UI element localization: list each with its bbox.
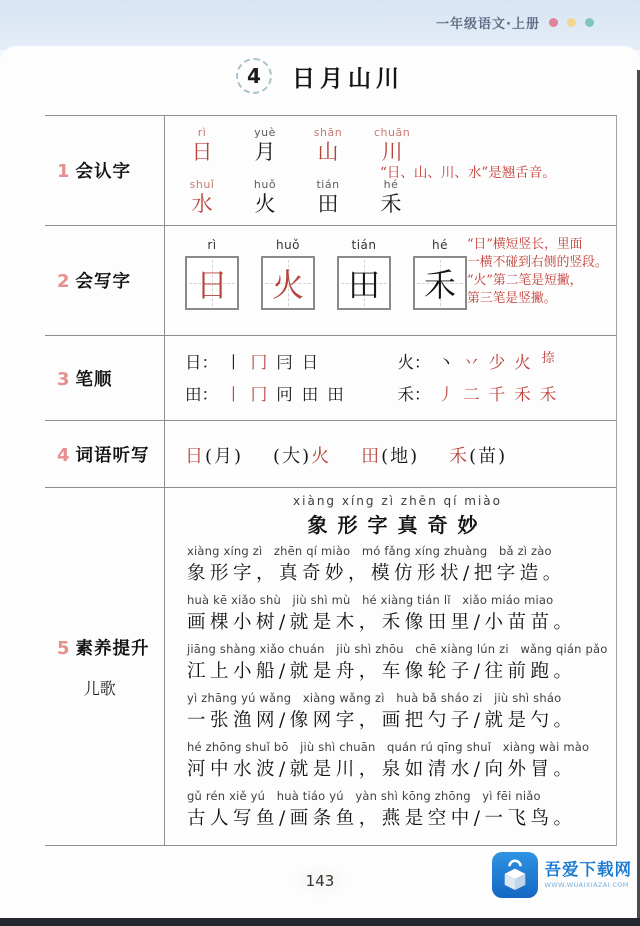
pinyin: shān — [313, 126, 343, 139]
section-write-content — [165, 226, 616, 335]
printed-char: 禾 — [449, 446, 470, 467]
hanzi: 水 — [191, 192, 213, 217]
section-number: 1 — [57, 161, 70, 182]
poem-line — [187, 642, 610, 683]
edition-label: 一年级语文·上册 — [436, 17, 540, 32]
teacher-note-line: 第三笔是竖撇。 — [467, 290, 557, 306]
char-row — [185, 178, 610, 217]
stroke-sequence — [433, 353, 540, 372]
hanzi: 禾 — [380, 192, 402, 217]
poem-line — [187, 544, 610, 585]
colon: ： — [201, 352, 218, 372]
stroke-glyph: 禾 — [514, 385, 531, 405]
section-title: 会写字 — [75, 272, 132, 292]
stroke-glyph: 田 — [327, 385, 344, 405]
download-box-icon — [492, 852, 538, 898]
stroke-glyph: 冂 — [250, 385, 268, 405]
stroke-note: 捺 — [541, 350, 555, 366]
colon: ： — [414, 385, 431, 405]
section-title: 会认字 — [75, 162, 132, 182]
dictation-item — [185, 442, 243, 468]
pinyin: yuè — [254, 126, 276, 139]
handwritten-answer: (苗) — [469, 446, 508, 467]
poem-line-hanzi: 古人写鱼/画条鱼，燕是空中/一飞鸟。 — [187, 808, 577, 829]
section-write — [45, 226, 616, 336]
section-recognize-content — [165, 116, 616, 225]
stroke-sequence — [433, 385, 566, 404]
hanzi: 日 — [195, 266, 228, 304]
handwritten-answer: (地) — [381, 446, 420, 467]
stroke-glyph: 冂 — [250, 352, 268, 372]
pinyin: rì — [207, 238, 217, 252]
section-literacy-label — [45, 488, 165, 845]
printed-char: 日 — [185, 446, 205, 467]
pinyin: hé — [432, 238, 448, 252]
stroke-column-left — [185, 340, 398, 414]
pinyin: chuān — [374, 126, 411, 139]
label-line — [57, 366, 164, 391]
section-sublabel: 儿歌 — [83, 678, 116, 698]
handwritten-answer: (月) — [205, 446, 244, 467]
bottom-edge — [0, 918, 640, 926]
section-strokes-label — [45, 336, 165, 420]
stroke-glyph: 日 — [301, 352, 319, 372]
colon: ： — [201, 385, 218, 405]
section-dictation-label — [45, 421, 165, 487]
box-icon-graphic — [496, 856, 534, 894]
char-with-pinyin — [374, 126, 410, 165]
stroke-order-line — [398, 381, 611, 405]
poem-line-hanzi: 一张渔网/像网字，画把勺子/就是勺。 — [187, 710, 577, 731]
dictation-item — [361, 442, 419, 468]
section-recognize — [45, 116, 616, 226]
poem-line-pinyin: xiàng xíng zì zhēn qí miào mó fǎng xíng zhuàng bǎ zì zào — [187, 544, 552, 558]
stroke-target-char: 田 — [185, 385, 202, 405]
char-with-pinyin — [248, 126, 282, 165]
writing-grid-row — [185, 234, 467, 329]
lesson-title-text: 日月山川 — [292, 65, 404, 92]
stroke-glyph: 火 — [514, 352, 531, 372]
decorative-dot-yellow — [567, 18, 576, 27]
section-title: 笔顺 — [75, 369, 113, 390]
teacher-note-recognize: “日、山、川、水”是翘舌音。 — [380, 165, 556, 181]
dictation-line — [185, 442, 507, 468]
stroke-sequence — [220, 353, 327, 372]
logo-site-name: 吾爱下载网 — [544, 859, 632, 879]
section-title: 词语听写 — [75, 445, 150, 466]
label-line — [57, 158, 164, 183]
section-dictation — [45, 421, 616, 488]
pinyin: tián — [351, 238, 377, 252]
hanzi: 田 — [317, 192, 339, 217]
poem-lines — [185, 544, 610, 830]
poem-line — [187, 593, 610, 634]
hanzi: 月 — [254, 140, 276, 164]
poem-line — [187, 691, 610, 732]
lesson-title — [0, 58, 640, 94]
tianzige-box — [261, 256, 315, 310]
teacher-note-line: “火”第二笔是短撇， — [467, 272, 583, 288]
logo-site-url: WWW.WUAIXIAZAI.COM — [544, 880, 629, 889]
char-with-pinyin — [311, 178, 345, 217]
hanzi: 田 — [347, 266, 380, 304]
poem-line-pinyin: huà kē xiǎo shù jiù shì mù hé xiàng tián lǐ xiǎo miáo miao — [187, 593, 554, 607]
section-literacy-content — [165, 488, 616, 845]
teacher-note-write — [467, 234, 610, 329]
label-line — [57, 268, 164, 293]
section-number: 2 — [57, 271, 70, 292]
tianzige-box — [337, 256, 391, 310]
stroke-glyph: 丷 — [463, 352, 480, 372]
hanzi: 日 — [191, 140, 213, 164]
stroke-glyph: 少 — [488, 352, 506, 372]
stroke-glyph: 二 — [463, 385, 480, 405]
pinyin: huǒ — [275, 238, 301, 252]
poem-line-hanzi: 画棵小树/就是木，禾像田里/小苗苗。 — [187, 612, 577, 633]
writing-grid-cell — [261, 238, 315, 329]
hanzi: 山 — [317, 140, 339, 164]
printed-char: 田 — [361, 446, 382, 467]
hanzi: 禾 — [423, 266, 456, 304]
teacher-note-line: “日”横短竖长，里面 — [467, 237, 583, 252]
lesson-number-badge: 4 — [236, 58, 272, 94]
stroke-target-char: 禾 — [397, 385, 414, 405]
decorative-dot-pink — [549, 18, 558, 27]
char-with-pinyin — [248, 178, 282, 217]
pinyin: rì — [197, 126, 207, 139]
stroke-glyph: 千 — [488, 385, 506, 405]
tianzige-box — [185, 256, 239, 310]
decorative-dot-teal — [585, 18, 594, 27]
tianzige-box — [413, 256, 467, 310]
poem-title: 象形字真奇妙 — [307, 513, 488, 537]
poem-line-pinyin: hé zhōng shuǐ bō jiù shì chuān quán rú qīng shuǐ xiàng wài mào — [187, 740, 590, 754]
stroke-glyph: 丿 — [437, 385, 455, 405]
dictation-item — [273, 442, 331, 468]
stroke-glyph: 丨 — [225, 352, 242, 372]
stroke-order-line — [185, 381, 398, 405]
char-with-pinyin — [374, 178, 408, 217]
label-line — [57, 442, 164, 467]
hanzi: 火 — [254, 192, 276, 217]
poem-line — [187, 740, 610, 781]
stroke-order-line — [398, 349, 611, 373]
poem-line-pinyin: yì zhāng yú wǎng xiàng wǎng zì huà bǎ sháo zi jiù shì sháo — [187, 691, 562, 705]
stroke-glyph: 冃 — [276, 352, 293, 372]
stroke-glyph: 禾 — [539, 385, 557, 405]
section-write-label — [45, 226, 165, 335]
writing-grid-cell — [185, 238, 239, 329]
stroke-sequence — [220, 385, 353, 404]
label-line — [57, 635, 164, 660]
stroke-glyph: 丨 — [225, 385, 242, 405]
study-table — [45, 115, 617, 846]
pinyin: hé — [383, 178, 399, 192]
stroke-column-right — [398, 340, 611, 414]
stroke-order-line — [185, 349, 398, 373]
pinyin: shuǐ — [189, 178, 215, 192]
stroke-glyph: 丶 — [437, 352, 455, 372]
section-number: 3 — [57, 368, 70, 390]
logo-text — [545, 861, 633, 889]
section-strokes-content — [165, 336, 616, 420]
stroke-glyph: 田 — [301, 385, 319, 405]
hanzi: 火 — [271, 266, 304, 304]
section-recognize-label — [45, 116, 165, 225]
char-with-pinyin — [185, 178, 219, 217]
poem-line-pinyin: jiāng shàng xiǎo chuán jiù shì zhōu chē xiàng lún zi wǎng qián pǎo — [187, 642, 608, 656]
section-dictation-content — [165, 421, 616, 487]
page-number-text: 143 — [292, 864, 349, 898]
poem-line-hanzi: 象形字，真奇妙，模仿形状/把字造。 — [187, 563, 566, 584]
poem-line — [187, 789, 610, 830]
poem-line-pinyin: gǔ rén xiě yú huà tiáo yú yàn shì kōng zhōng yì fēi niǎo — [187, 789, 541, 803]
section-number: 5 — [57, 637, 70, 659]
stroke-glyph: 冋 — [276, 385, 293, 405]
char-with-pinyin — [185, 126, 219, 165]
poem-line-hanzi: 河中水波/就是川，泉如清水/向外冒。 — [187, 759, 577, 780]
pinyin: huǒ — [253, 178, 277, 192]
section-title: 素养提升 — [75, 638, 150, 659]
writing-grid-cell — [413, 238, 467, 329]
stroke-target-char: 日 — [185, 352, 202, 372]
stroke-target-char: 火 — [397, 352, 414, 372]
poem-line-hanzi: 江上小船/就是舟，车像轮子/往前跑。 — [187, 661, 577, 682]
handwritten-answer: (大) — [273, 446, 312, 467]
watermark-logo — [492, 852, 633, 898]
header-band — [0, 0, 640, 50]
section-number: 4 — [57, 444, 70, 466]
pinyin: tián — [316, 178, 340, 192]
poem-title-pinyin: xiàng xíng zì zhēn qí miào — [293, 494, 502, 508]
dictation-item — [449, 442, 507, 468]
colon: ： — [414, 352, 431, 372]
writing-grid-cell — [337, 238, 391, 329]
header-right — [436, 13, 594, 32]
section-literacy — [45, 488, 616, 846]
char-row — [185, 126, 610, 165]
section-strokes — [45, 336, 616, 421]
char-with-pinyin — [311, 126, 345, 165]
teacher-note-line: 一横不碰到右侧的竖段。 — [467, 254, 608, 270]
hanzi: 川 — [381, 140, 403, 164]
printed-char: 火 — [311, 446, 332, 467]
